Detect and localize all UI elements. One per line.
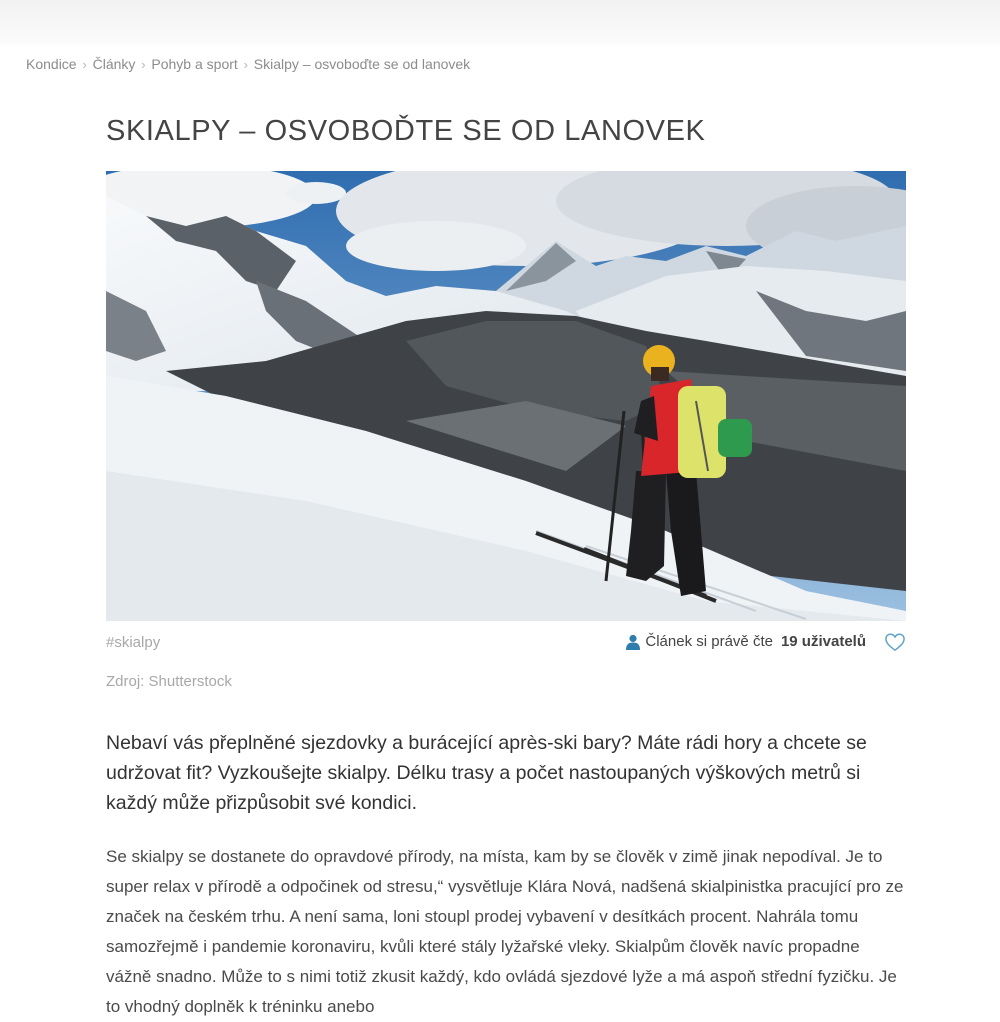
chevron-right-icon: › <box>243 56 248 72</box>
breadcrumb-current: Skialpy – osvoboďte se od lanovek <box>253 56 471 72</box>
article-paragraph: Se skialpy se dostanete do opravdové přírody, na místa, kam by se člověk v zimě jinak nepodíval. Je to super relax v přírodě a odpočinek od stresu,“ vysvětluje Klára Nová, nadšená skialpinistka pracující pro ze značek na českém trhu. A není sama, loni stoupl prodej vybavení v desítkách procent. Nahrála tomu samozřejmě i pandemie koronaviru, kvůli které stály lyžařské vleky. Skialpům člověk navíc propadne vážně snadno. Může to s nimi totiž zkusit každý, kdo ovládá sjezdové lyže a má aspoň střední fyzičku. Je to vhodný doplněk k tréninku anebo <box>106 847 904 1016</box>
breadcrumb <box>26 55 470 73</box>
heart-icon[interactable] <box>884 632 906 652</box>
hero-image <box>106 171 906 621</box>
user-icon <box>625 634 641 650</box>
reader-count <box>625 633 866 650</box>
reader-count-label: Článek si právě čte <box>645 633 773 650</box>
top-header-bar <box>0 0 1000 44</box>
article-title: SKIALPY – OSVOBOĎTE SE OD LANOVEK <box>106 115 706 147</box>
chevron-right-icon: › <box>82 56 87 72</box>
article-lead: Nebaví vás přeplněné sjezdovky a burácející après-ski bary? Máte rádi hory a chcete se udržovat fit? Vyzkoušejte skialpy. Délku trasy a počet nastoupaných výškových metrů si každý může přizpůsobit své kondici. <box>106 732 867 814</box>
chevron-right-icon: › <box>141 56 146 72</box>
reader-count-value: 19 uživatelů <box>780 633 866 650</box>
breadcrumb-pohyb-a-sport[interactable]: Pohyb a sport <box>151 56 238 72</box>
breadcrumb-kondice[interactable]: Kondice <box>26 56 77 72</box>
tag-link[interactable]: #skialpy <box>106 634 161 651</box>
image-source: Zdroj: Shutterstock <box>106 673 232 690</box>
article-meta-row <box>106 632 906 654</box>
breadcrumb-clanky[interactable]: Články <box>92 56 136 72</box>
